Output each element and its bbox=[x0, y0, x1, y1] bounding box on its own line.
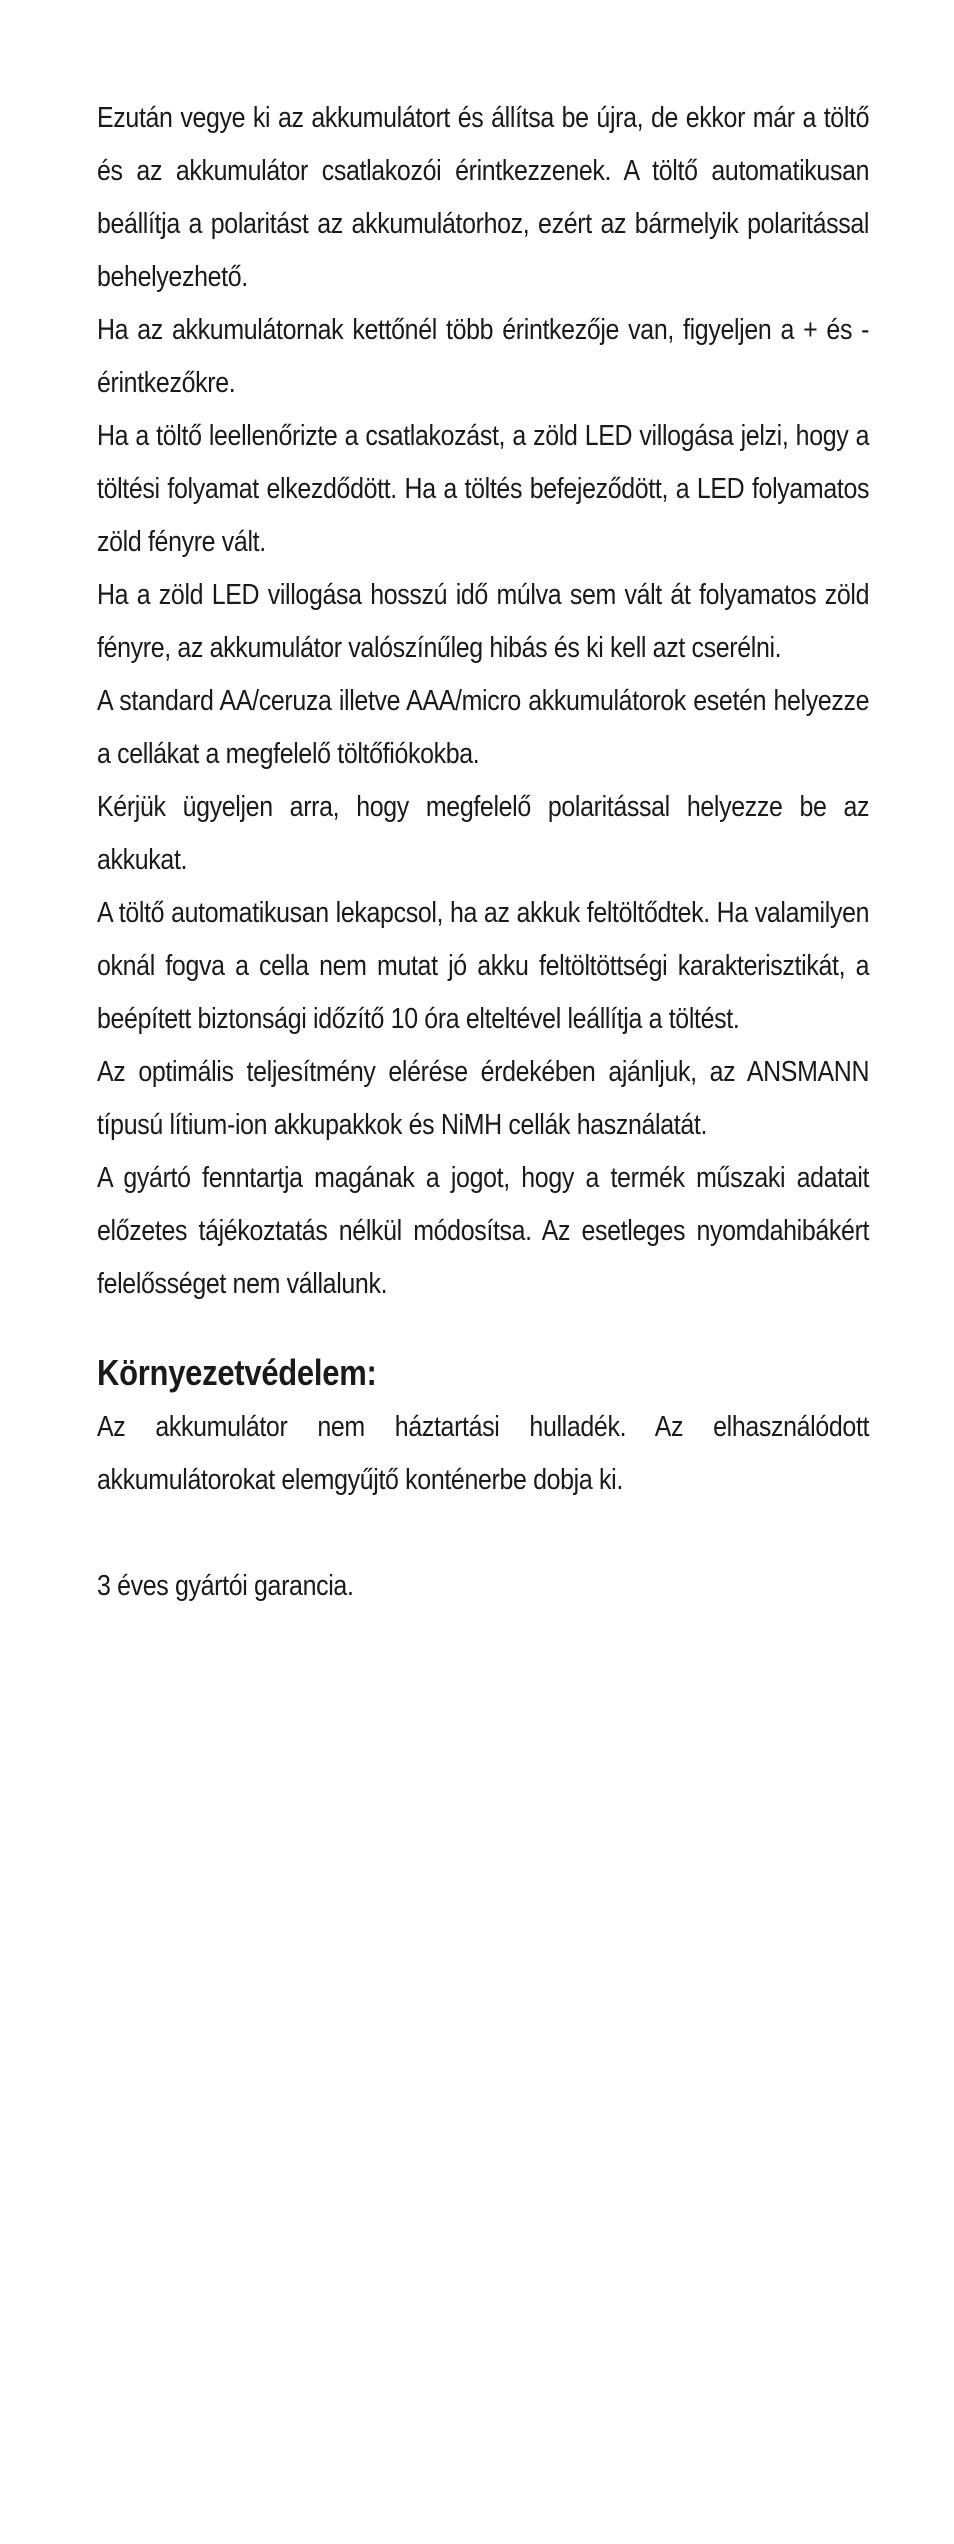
paragraph-insert-polarity: Kérjük ügyeljen arra, hogy megfelelő polaritással helyezze be az akkukat. bbox=[97, 791, 870, 876]
spacer bbox=[97, 1507, 869, 1560]
paragraph-faulty-battery: Ha a zöld LED villogása hosszú idő múlva sem vált át folyamatos zöld fényre, az akkumulátor valószínűleg hibás és ki kell azt cserélni. bbox=[97, 579, 870, 664]
paragraph-polarity: Ezután vegye ki az akkumulátort és állítsa be újra, de ekkor már a töltő és az akkumulátor csatlakozói érintkezzenek. A töltő automatikusan beállítja a polaritást az akkumulátorhoz, ezért az bármelyik polaritással behelyezhető. bbox=[97, 102, 870, 293]
paragraph-led-charging: Ha a töltő leellenőrizte a csatlakozást, a zöld LED villogása jelzi, hogy a töltési folyamat elkezdődött. Ha a töltés befejeződött, a LED folyamatos zöld fényre vált. bbox=[97, 420, 870, 558]
paragraph-environment: Az akkumulátor nem háztartási hulladék. Az elhasználódott akkumulátorokat elemgyűjtő konténerbe dobja ki. bbox=[97, 1411, 870, 1496]
section-heading-environment: Környezetvédelem: bbox=[97, 1352, 377, 1393]
paragraph-recommendation: Az optimális teljesítmény elérése érdekében ajánljuk, az ANSMANN típusú lítium-ion akkupakkok és NiMH cellák használatát. bbox=[97, 1056, 870, 1141]
paragraph-cell-slots: A standard AA/ceruza illetve AAA/micro akkumulátorok esetén helyezze a cellákat a megfelelő töltőfiókokba. bbox=[97, 685, 870, 770]
paragraph-disclaimer: A gyártó fenntartja magának a jogot, hogy a termék műszaki adatait előzetes tájékoztatás nélkül módosítsa. Az esetleges nyomdahibákért felelősséget nem vállalunk. bbox=[97, 1162, 870, 1300]
paragraph-auto-shutoff: A töltő automatikusan lekapcsol, ha az akkuk feltöltődtek. Ha valamilyen oknál fogva a cella nem mutat jó akku feltöltöttségi karakterisztikát, a beépített biztonsági időzítő 10 óra elteltével leállítja a töltést. bbox=[97, 897, 870, 1035]
document-page bbox=[97, 92, 869, 1613]
warranty-note: 3 éves gyártói garancia. bbox=[97, 1570, 354, 1602]
paragraph-contacts: Ha az akkumulátornak kettőnél több érintkezője van, figyeljen a + és - érintkezőkre. bbox=[97, 314, 870, 399]
